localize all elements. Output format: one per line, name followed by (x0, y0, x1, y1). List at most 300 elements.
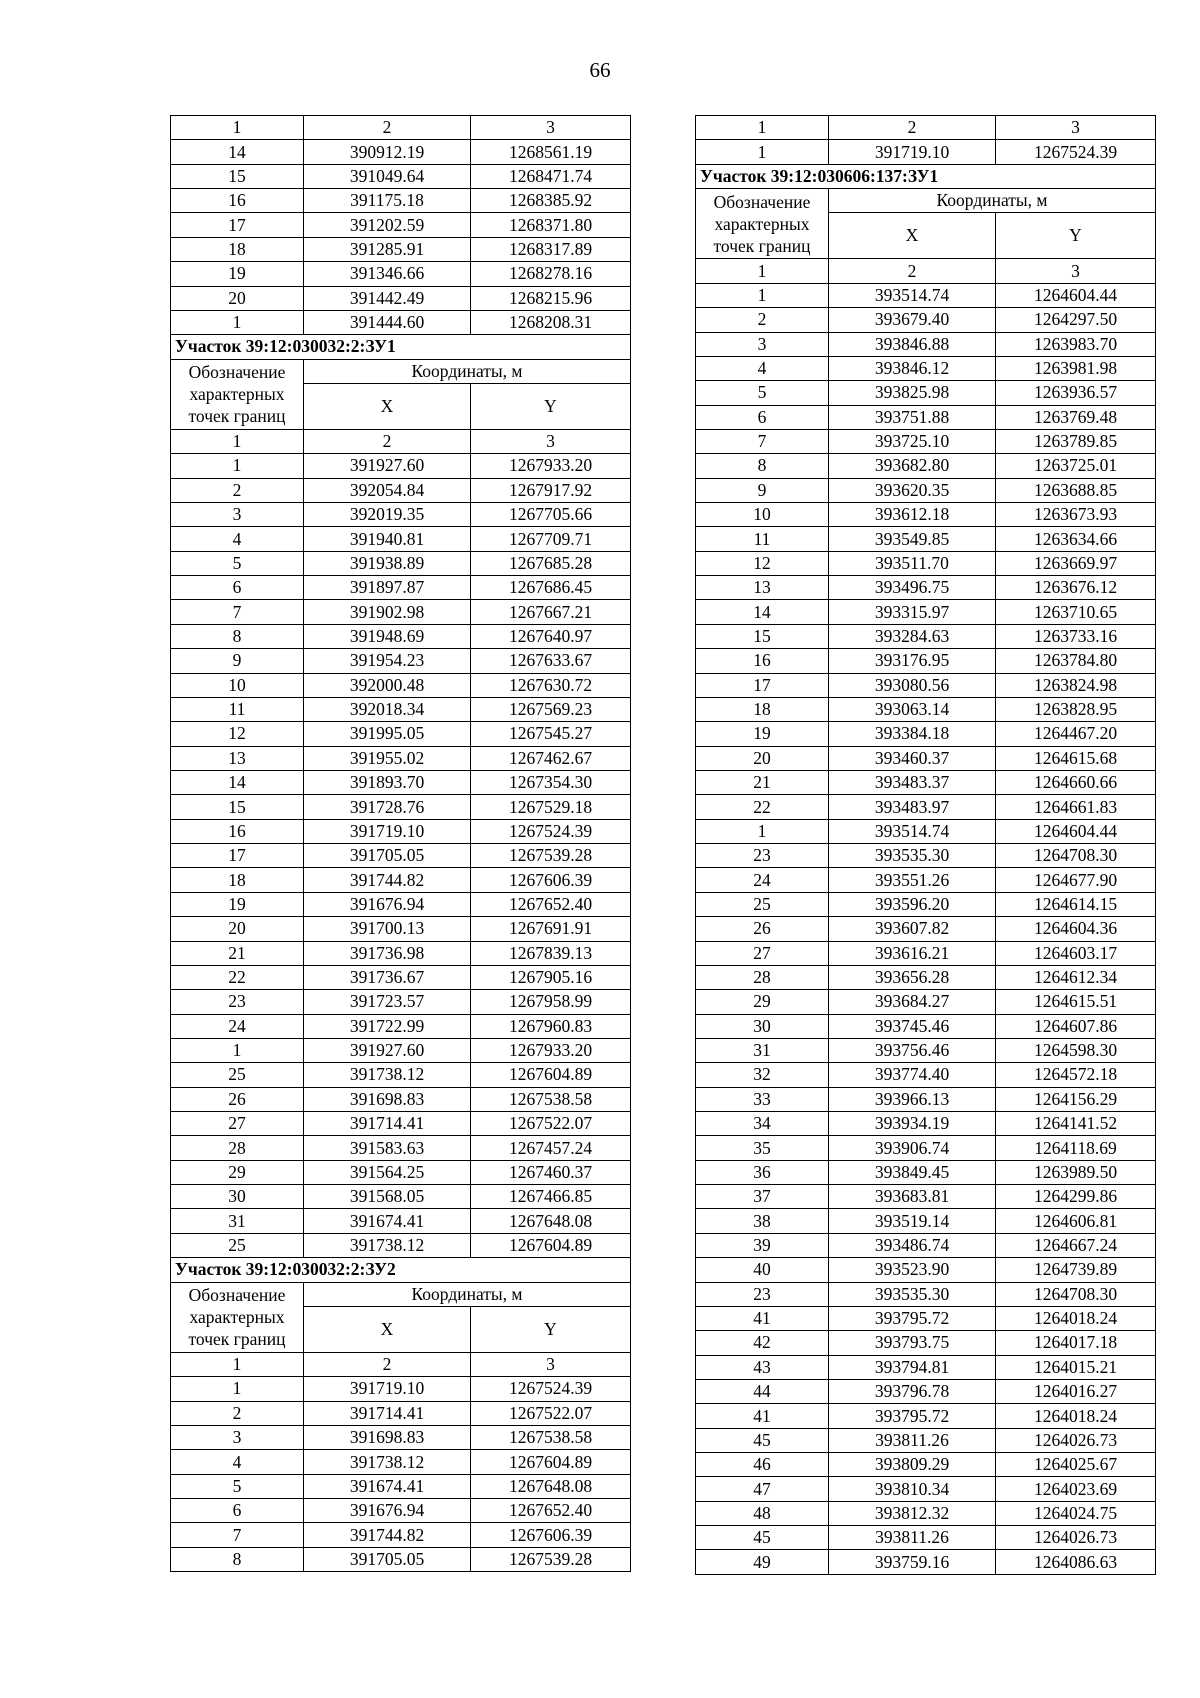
x-coordinate-cell: 391674.41 (304, 1474, 471, 1498)
x-coordinate-cell: 391738.12 (304, 1063, 471, 1087)
x-coordinate-cell: 392019.35 (304, 503, 471, 527)
table-row (171, 624, 631, 648)
table-row (696, 1526, 1156, 1550)
y-coordinate-cell: 1263725.01 (996, 454, 1156, 478)
point-number-cell: 14 (696, 600, 829, 624)
y-coordinate-cell: 1264661.83 (996, 795, 1156, 819)
x-coordinate-cell: 391719.10 (304, 1377, 471, 1401)
table-row (171, 1185, 631, 1209)
table-row (171, 941, 631, 965)
point-number-cell: 8 (696, 454, 829, 478)
table-row (696, 941, 1156, 965)
x-coordinate-cell: 391722.99 (304, 1014, 471, 1038)
point-number-cell: 16 (171, 189, 304, 213)
point-number-cell: 22 (696, 795, 829, 819)
x-coordinate-cell: 391948.69 (304, 624, 471, 648)
y-coordinate-cell: 1267686.45 (471, 576, 631, 600)
y-coordinate-cell: 1267539.28 (471, 1547, 631, 1571)
x-coordinate-cell: 393656.28 (829, 965, 996, 989)
y-coordinate-cell: 1267652.40 (471, 1499, 631, 1523)
point-number-cell: 6 (171, 576, 304, 600)
x-coordinate-cell: 393811.26 (829, 1428, 996, 1452)
point-number-cell: 12 (171, 722, 304, 746)
table-row (171, 454, 631, 478)
point-number-cell: 8 (171, 624, 304, 648)
point-number-cell: 14 (171, 770, 304, 794)
y-coordinate-cell: 1267917.92 (471, 478, 631, 502)
table-row (696, 259, 1156, 283)
table-row (696, 1453, 1156, 1477)
table-row (696, 283, 1156, 307)
x-coordinate-cell: 391927.60 (304, 454, 471, 478)
point-number-cell: 43 (696, 1355, 829, 1379)
x-coordinate-cell: 391705.05 (304, 1547, 471, 1571)
y-coordinate-cell: 1264118.69 (996, 1136, 1156, 1160)
y-coordinate-cell: 1267539.28 (471, 844, 631, 868)
table-row (171, 576, 631, 600)
table-row (696, 1477, 1156, 1501)
point-number-cell: 11 (696, 527, 829, 551)
point-number-cell: 21 (696, 770, 829, 794)
x-coordinate-cell: 391698.83 (304, 1087, 471, 1111)
point-number-cell: 47 (696, 1477, 829, 1501)
y-coordinate-cell: 1264017.18 (996, 1331, 1156, 1355)
x-coordinate-cell: 391893.70 (304, 770, 471, 794)
point-number-cell: 14 (171, 140, 304, 164)
point-number-cell: 32 (696, 1063, 829, 1087)
table-row (696, 332, 1156, 356)
table-row (171, 770, 631, 794)
point-number-cell: 10 (696, 503, 829, 527)
point-number-cell: 7 (171, 600, 304, 624)
section-title-row (696, 164, 1156, 188)
x-coordinate-cell: 391902.98 (304, 600, 471, 624)
point-number-cell: 42 (696, 1331, 829, 1355)
y-coordinate-cell: 1264026.73 (996, 1526, 1156, 1550)
y-coordinate-cell: 1268215.96 (471, 286, 631, 310)
x-coordinate-cell: 391700.13 (304, 917, 471, 941)
table-row (696, 308, 1156, 332)
point-number-cell: 5 (171, 1474, 304, 1498)
x-coordinate-cell: 393519.14 (829, 1209, 996, 1233)
point-number-cell: 3 (171, 1425, 304, 1449)
point-number-cell: 16 (171, 819, 304, 843)
point-number-cell: 23 (696, 844, 829, 868)
y-coordinate-cell: 1267457.24 (471, 1136, 631, 1160)
point-number-cell: 6 (171, 1499, 304, 1523)
point-number-cell: 24 (171, 1014, 304, 1038)
y-coordinate-cell: 1263676.12 (996, 576, 1156, 600)
x-coordinate-cell: 393483.37 (829, 770, 996, 794)
x-coordinate-cell: 393725.10 (829, 429, 996, 453)
x-coordinate-cell: 393535.30 (829, 1282, 996, 1306)
x-coordinate-cell: 393063.14 (829, 697, 996, 721)
point-number-cell: 9 (171, 649, 304, 673)
y-coordinate-cell: 1264667.24 (996, 1233, 1156, 1257)
y-coordinate-cell: 1267691.91 (471, 917, 631, 941)
y-coordinate-cell: 1264572.18 (996, 1063, 1156, 1087)
table-row (171, 600, 631, 624)
x-coordinate-cell: 393759.16 (829, 1550, 996, 1574)
x-coordinate-cell: 393511.70 (829, 551, 996, 575)
point-number-cell: 1 (696, 283, 829, 307)
y-coordinate-cell: 1264615.68 (996, 746, 1156, 770)
point-number-cell: 12 (696, 551, 829, 575)
table-row (171, 189, 631, 213)
point-number-cell: 48 (696, 1501, 829, 1525)
y-coordinate-cell: 1267685.28 (471, 551, 631, 575)
y-coordinate-cell: 1267652.40 (471, 892, 631, 916)
table-row (696, 673, 1156, 697)
section-title-row (171, 335, 631, 359)
point-number-cell: 15 (171, 164, 304, 188)
point-number-cell: 17 (696, 673, 829, 697)
point-number-cell: 8 (171, 1547, 304, 1571)
point-number-cell: 10 (171, 673, 304, 697)
x-coordinate-cell: 2 (304, 1352, 471, 1376)
y-coordinate-cell: 1263634.66 (996, 527, 1156, 551)
point-number-cell: 24 (696, 868, 829, 892)
table-row (696, 892, 1156, 916)
point-number-cell: 7 (696, 429, 829, 453)
y-coordinate-cell: 1267960.83 (471, 1014, 631, 1038)
y-header: Y (471, 1306, 631, 1352)
table-row (696, 1355, 1156, 1379)
x-coordinate-cell: 393620.35 (829, 478, 996, 502)
x-coordinate-cell: 391175.18 (304, 189, 471, 213)
x-coordinate-cell: 393683.81 (829, 1185, 996, 1209)
x-coordinate-cell: 393809.29 (829, 1453, 996, 1477)
point-number-cell: 16 (696, 649, 829, 673)
point-number-cell: 1 (171, 116, 304, 140)
x-coordinate-cell: 393551.26 (829, 868, 996, 892)
y-coordinate-cell: 1264156.29 (996, 1087, 1156, 1111)
table-row (171, 1063, 631, 1087)
point-number-cell: 20 (696, 746, 829, 770)
x-coordinate-cell: 393849.45 (829, 1160, 996, 1184)
table-row (171, 917, 631, 941)
table-row (171, 844, 631, 868)
table-row (171, 649, 631, 673)
point-number-cell: 1 (171, 429, 304, 453)
y-coordinate-cell: 3 (996, 259, 1156, 283)
point-designation-header: Обозначение характерных точек границ (696, 189, 829, 259)
x-coordinate-cell: 393812.32 (829, 1501, 996, 1525)
y-coordinate-cell: 1267933.20 (471, 1038, 631, 1062)
point-number-cell: 23 (171, 990, 304, 1014)
x-coordinate-cell: 391442.49 (304, 286, 471, 310)
table-row (171, 746, 631, 770)
y-coordinate-cell: 1267524.39 (471, 819, 631, 843)
point-number-cell: 44 (696, 1379, 829, 1403)
x-coordinate-cell: 392000.48 (304, 673, 471, 697)
y-coordinate-cell: 1264604.36 (996, 917, 1156, 941)
y-coordinate-cell: 1267545.27 (471, 722, 631, 746)
y-coordinate-cell: 1267522.07 (471, 1112, 631, 1136)
x-coordinate-cell: 391583.63 (304, 1136, 471, 1160)
x-coordinate-cell: 393794.81 (829, 1355, 996, 1379)
y-coordinate-cell: 1267524.39 (996, 140, 1156, 164)
table-row (696, 503, 1156, 527)
y-coordinate-cell: 1264614.15 (996, 892, 1156, 916)
x-coordinate-cell: 393176.95 (829, 649, 996, 673)
x-coordinate-cell: 391938.89 (304, 551, 471, 575)
table-row (171, 990, 631, 1014)
coordinates-header: Координаты, м (829, 189, 1156, 213)
y-coordinate-cell: 1267958.99 (471, 990, 631, 1014)
x-coordinate-cell: 391955.02 (304, 746, 471, 770)
y-coordinate-cell: 1263669.97 (996, 551, 1156, 575)
x-coordinate-cell: 393810.34 (829, 1477, 996, 1501)
point-designation-header: Обозначение характерных точек границ (171, 1282, 304, 1352)
x-coordinate-cell: 393080.56 (829, 673, 996, 697)
y-coordinate-cell: 1264015.21 (996, 1355, 1156, 1379)
point-number-cell: 17 (171, 213, 304, 237)
point-number-cell: 4 (171, 527, 304, 551)
x-coordinate-cell: 391728.76 (304, 795, 471, 819)
x-coordinate-cell: 393514.74 (829, 283, 996, 307)
point-number-cell: 41 (696, 1404, 829, 1428)
table-row (696, 1063, 1156, 1087)
table-row (696, 1087, 1156, 1111)
y-coordinate-cell: 1263981.98 (996, 356, 1156, 380)
table-row (696, 551, 1156, 575)
y-coordinate-cell: 1264018.24 (996, 1404, 1156, 1428)
point-number-cell: 1 (171, 1377, 304, 1401)
x-coordinate-cell: 391676.94 (304, 1499, 471, 1523)
point-number-cell: 13 (696, 576, 829, 600)
table-row (171, 1038, 631, 1062)
x-coordinate-cell: 391714.41 (304, 1401, 471, 1425)
point-number-cell: 3 (171, 503, 304, 527)
x-coordinate-cell: 393966.13 (829, 1087, 996, 1111)
y-coordinate-cell: 1263673.93 (996, 503, 1156, 527)
x-coordinate-cell: 391674.41 (304, 1209, 471, 1233)
x-coordinate-cell: 391736.67 (304, 965, 471, 989)
table-row (171, 1425, 631, 1449)
y-coordinate-cell: 1267905.16 (471, 965, 631, 989)
point-number-cell: 45 (696, 1526, 829, 1550)
table-row (171, 1160, 631, 1184)
y-coordinate-cell: 1267633.67 (471, 649, 631, 673)
table-row (171, 1112, 631, 1136)
x-coordinate-cell: 393596.20 (829, 892, 996, 916)
x-coordinate-cell: 391940.81 (304, 527, 471, 551)
y-coordinate-cell: 1264026.73 (996, 1428, 1156, 1452)
header-row (171, 359, 631, 383)
x-coordinate-cell: 393607.82 (829, 917, 996, 941)
table-row (696, 1014, 1156, 1038)
table-row (696, 576, 1156, 600)
x-coordinate-cell: 391927.60 (304, 1038, 471, 1062)
table-row (171, 722, 631, 746)
point-number-cell: 1 (171, 310, 304, 334)
point-number-cell: 26 (696, 917, 829, 941)
section-title: Участок 39:12:030032:2:ЗУ1 (171, 335, 631, 359)
y-coordinate-cell: 1267522.07 (471, 1401, 631, 1425)
point-number-cell: 28 (696, 965, 829, 989)
y-coordinate-cell: 1267529.18 (471, 795, 631, 819)
x-coordinate-cell: 391995.05 (304, 722, 471, 746)
y-coordinate-cell: 1268471.74 (471, 164, 631, 188)
x-coordinate-cell: 391564.25 (304, 1160, 471, 1184)
point-number-cell: 1 (171, 454, 304, 478)
y-coordinate-cell: 1267569.23 (471, 697, 631, 721)
y-coordinate-cell: 1268371.80 (471, 213, 631, 237)
table-row (171, 429, 631, 453)
x-coordinate-cell: 393796.78 (829, 1379, 996, 1403)
point-number-cell: 1 (171, 1038, 304, 1062)
table-row (171, 1523, 631, 1547)
x-coordinate-cell: 391744.82 (304, 1523, 471, 1547)
point-number-cell: 15 (696, 624, 829, 648)
y-coordinate-cell: 1264299.86 (996, 1185, 1156, 1209)
table-row (171, 795, 631, 819)
y-coordinate-cell: 1264612.34 (996, 965, 1156, 989)
point-number-cell: 19 (171, 262, 304, 286)
y-coordinate-cell: 1267354.30 (471, 770, 631, 794)
table-row (696, 990, 1156, 1014)
x-coordinate-cell: 393679.40 (829, 308, 996, 332)
point-number-cell: 2 (696, 308, 829, 332)
y-coordinate-cell: 1267460.37 (471, 1160, 631, 1184)
point-number-cell: 25 (171, 1233, 304, 1257)
table-row (696, 795, 1156, 819)
table-row (696, 1112, 1156, 1136)
y-coordinate-cell: 1264016.27 (996, 1379, 1156, 1403)
y-coordinate-cell: 1264606.81 (996, 1209, 1156, 1233)
y-coordinate-cell: 1263989.50 (996, 1160, 1156, 1184)
y-coordinate-cell: 1263983.70 (996, 332, 1156, 356)
x-coordinate-cell: 391049.64 (304, 164, 471, 188)
x-coordinate-cell: 393535.30 (829, 844, 996, 868)
x-coordinate-cell: 393934.19 (829, 1112, 996, 1136)
table-row (696, 1550, 1156, 1574)
point-number-cell: 35 (696, 1136, 829, 1160)
table-row (696, 381, 1156, 405)
table-row (696, 722, 1156, 746)
x-coordinate-cell: 393795.72 (829, 1404, 996, 1428)
table-row (696, 868, 1156, 892)
x-coordinate-cell: 391346.66 (304, 262, 471, 286)
x-coordinate-cell: 393523.90 (829, 1258, 996, 1282)
point-number-cell: 4 (696, 356, 829, 380)
table-row (696, 527, 1156, 551)
coordinates-table-right (695, 115, 1156, 1575)
x-coordinate-cell: 393514.74 (829, 819, 996, 843)
x-coordinate-cell: 393684.27 (829, 990, 996, 1014)
point-number-cell: 13 (171, 746, 304, 770)
table-row (696, 770, 1156, 794)
table-row (696, 1038, 1156, 1062)
y-coordinate-cell: 1264598.30 (996, 1038, 1156, 1062)
x-coordinate-cell: 392054.84 (304, 478, 471, 502)
x-coordinate-cell: 393811.26 (829, 1526, 996, 1550)
table-row (171, 1499, 631, 1523)
x-coordinate-cell: 393612.18 (829, 503, 996, 527)
x-coordinate-cell: 391202.59 (304, 213, 471, 237)
table-row (696, 844, 1156, 868)
table-row (696, 1258, 1156, 1282)
x-coordinate-cell: 393751.88 (829, 405, 996, 429)
y-coordinate-cell: 1264708.30 (996, 1282, 1156, 1306)
table-row (696, 746, 1156, 770)
y-coordinate-cell: 1267604.89 (471, 1450, 631, 1474)
y-coordinate-cell: 1267640.97 (471, 624, 631, 648)
point-number-cell: 25 (696, 892, 829, 916)
table-row (696, 965, 1156, 989)
y-coordinate-cell: 1267604.89 (471, 1063, 631, 1087)
y-coordinate-cell: 1267648.08 (471, 1474, 631, 1498)
y-coordinate-cell: 3 (471, 116, 631, 140)
x-header: X (829, 213, 996, 259)
y-coordinate-cell: 1267630.72 (471, 673, 631, 697)
point-number-cell: 30 (696, 1014, 829, 1038)
table-row (171, 237, 631, 261)
table-body (171, 116, 631, 1572)
point-number-cell: 39 (696, 1233, 829, 1257)
y-coordinate-cell: 1264023.69 (996, 1477, 1156, 1501)
point-number-cell: 22 (171, 965, 304, 989)
point-number-cell: 5 (696, 381, 829, 405)
y-coordinate-cell: 1267667.21 (471, 600, 631, 624)
point-number-cell: 31 (696, 1038, 829, 1062)
x-coordinate-cell: 393384.18 (829, 722, 996, 746)
table-row (171, 213, 631, 237)
y-coordinate-cell: 1267648.08 (471, 1209, 631, 1233)
y-coordinate-cell: 1264604.44 (996, 283, 1156, 307)
point-number-cell: 18 (171, 868, 304, 892)
point-number-cell: 17 (171, 844, 304, 868)
x-coordinate-cell: 391744.82 (304, 868, 471, 892)
y-coordinate-cell: 3 (471, 1352, 631, 1376)
point-number-cell: 38 (696, 1209, 829, 1233)
y-coordinate-cell: 1267933.20 (471, 454, 631, 478)
point-number-cell: 18 (696, 697, 829, 721)
y-coordinate-cell: 1264018.24 (996, 1306, 1156, 1330)
table-row (171, 1547, 631, 1571)
y-coordinate-cell: 1267709.71 (471, 527, 631, 551)
x-coordinate-cell: 393315.97 (829, 600, 996, 624)
y-coordinate-cell: 1263789.85 (996, 429, 1156, 453)
table-row (696, 1379, 1156, 1403)
table-row (171, 478, 631, 502)
y-coordinate-cell: 1263688.85 (996, 478, 1156, 502)
y-coordinate-cell: 1267606.39 (471, 868, 631, 892)
point-number-cell: 20 (171, 917, 304, 941)
point-number-cell: 26 (171, 1087, 304, 1111)
point-number-cell: 19 (171, 892, 304, 916)
point-number-cell: 33 (696, 1087, 829, 1111)
point-number-cell: 37 (696, 1185, 829, 1209)
table-row (696, 697, 1156, 721)
y-coordinate-cell: 1267466.85 (471, 1185, 631, 1209)
table-row (696, 819, 1156, 843)
y-coordinate-cell: 1264141.52 (996, 1112, 1156, 1136)
y-coordinate-cell: 1263733.16 (996, 624, 1156, 648)
point-designation-header: Обозначение характерных точек границ (171, 359, 304, 429)
x-coordinate-cell: 391723.57 (304, 990, 471, 1014)
point-number-cell: 18 (171, 237, 304, 261)
x-coordinate-cell: 393756.46 (829, 1038, 996, 1062)
point-number-cell: 29 (171, 1160, 304, 1184)
table-row (171, 1087, 631, 1111)
table-row (696, 600, 1156, 624)
y-coordinate-cell: 1267524.39 (471, 1377, 631, 1401)
y-coordinate-cell: 1268208.31 (471, 310, 631, 334)
table-row (696, 1136, 1156, 1160)
point-number-cell: 40 (696, 1258, 829, 1282)
